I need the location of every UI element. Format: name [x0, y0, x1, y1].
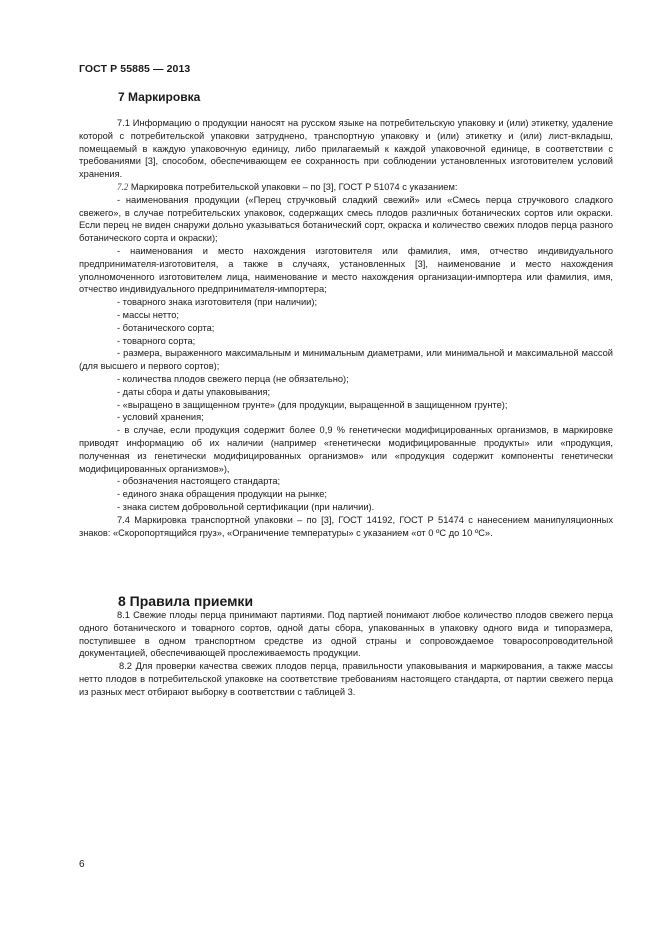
list-item: - наименования продукции («Перец стручковый сладкий свежий» или «Смесь перца стручкового сладкого свежего», в случае потребительских упаковок, содержащих смесь плодов различных ботанических сортов или окраски. Если перец не виден снаружи дольно указываться ботанический сорт, окраска и количество свежих плодов перца разного ботанического сорта и окраски);: [79, 194, 613, 244]
paragraph-8-2: 8.2 Для проверки качества свежих плодов перца, правильности упаковывания и маркирования, а также массы нетто плодов в потребительской упаковке на соответствие требованиям настоящего стандарта, от партии свежего перца из разных мест отбирают выборку в соответствии с таблицей 3.: [79, 661, 613, 697]
section-8-title: 8 Правила приемки: [118, 593, 254, 609]
section-7-title: 7 Маркировка: [118, 90, 201, 104]
paragraph-7-1: 7.1 Информацию о продукции наносят на русском языке на потребительскую упаковку и (или) этикетку, удаление которой с потребительской упаковки затруднено, транспортную упаковку и (или) этикетку и (или) лист-вкладыш, помещаемый в каждую упаковочную единицу, либо прилагаемый к каждой упаковочной единице, в соответствии с требованиями [3], способом, обеспечивающем ее сохранность при соблюдении установленных изготовителем условий хранения.: [79, 118, 613, 180]
paragraph-8-1: 8.1 Свежие плоды перца принимают партиями. Под партией понимают любое количество плодов свежего перца одного ботанического и товарного сортов, одной даты сбора, упакованных в упаковку одного вида и типоразмера, поступившее в одном транспортном средстве из одной страны и сопровождаемое товаросопроводительной документацией, обеспечивающей прослеживаемость продукции.: [79, 610, 613, 659]
list-item: - товарного сорта;: [117, 335, 196, 346]
document-code-header: ГОСТ Р 55885 — 2013: [79, 63, 191, 75]
paragraph-7-2: [79, 181, 613, 194]
list-item: - условий хранения;: [117, 412, 204, 423]
section-8-body: [79, 609, 613, 699]
paragraph-7-2-text: Маркировка потребительской упаковки – по [3], ГОСТ Р 51074 с указанием:: [128, 181, 458, 192]
list-item: - обозначения настоящего стандарта;: [117, 476, 281, 487]
section-7-body: [79, 117, 613, 539]
list-item: - знака систем добровольной сертификации (при наличии).: [117, 501, 375, 512]
list-item: - количества плодов свежего перца (не обязательно);: [117, 373, 349, 384]
list-item: - товарного знака изготовителя (при наличии);: [117, 297, 318, 308]
list-item: - массы нетто;: [117, 309, 179, 320]
list-item: - единого знака обращения продукции на рынке;: [117, 489, 328, 500]
page-number: 6: [79, 859, 85, 870]
paragraph-7-4: 7.4 Маркировка транспортной упаковки – по [3], ГОСТ 14192, ГОСТ Р 51474 с нанесением манипуляционных знаков: «Скоропортящийся груз», «Ограничение температуры» с указанием «от 0 ºС до 10 ºС».: [79, 514, 613, 538]
list-item: - размера, выраженного максимальным и минимальным диаметрами, или минимальной и максимальной массой (для высшего и первого сортов);: [79, 348, 613, 372]
list-item: - ботанического сорта;: [117, 322, 215, 333]
list-item: - в случае, если продукция содержит более 0,9 % генетически модифицированных организмов, в маркировке приводят информацию об их наличии (например «генетически модифицированные продукты» или «продукция, полученная из генетически модифицированных организмов» или «продукция содержит компоненты генетически модифицированных организмов»),: [79, 425, 613, 474]
paragraph-7-2-number: 7.2: [117, 181, 129, 192]
list-item: - «выращено в защищенном грунте» (для продукции, выращенной в защищенном грунте);: [117, 399, 508, 410]
list-item: - даты сбора и даты упаковывания;: [117, 386, 271, 397]
list-item: - наименования и место нахождения изготовителя или фамилия, имя, отчество индивидуального предпринимателя-изготовителя, а также в случаях, установленных [3], наименование и место нахождения уполномоченного изготовителем лица, наименование и место нахождения организации-импортера или фамилия, имя, отчество индивидуального предпринимателя-импортера;: [79, 245, 613, 295]
